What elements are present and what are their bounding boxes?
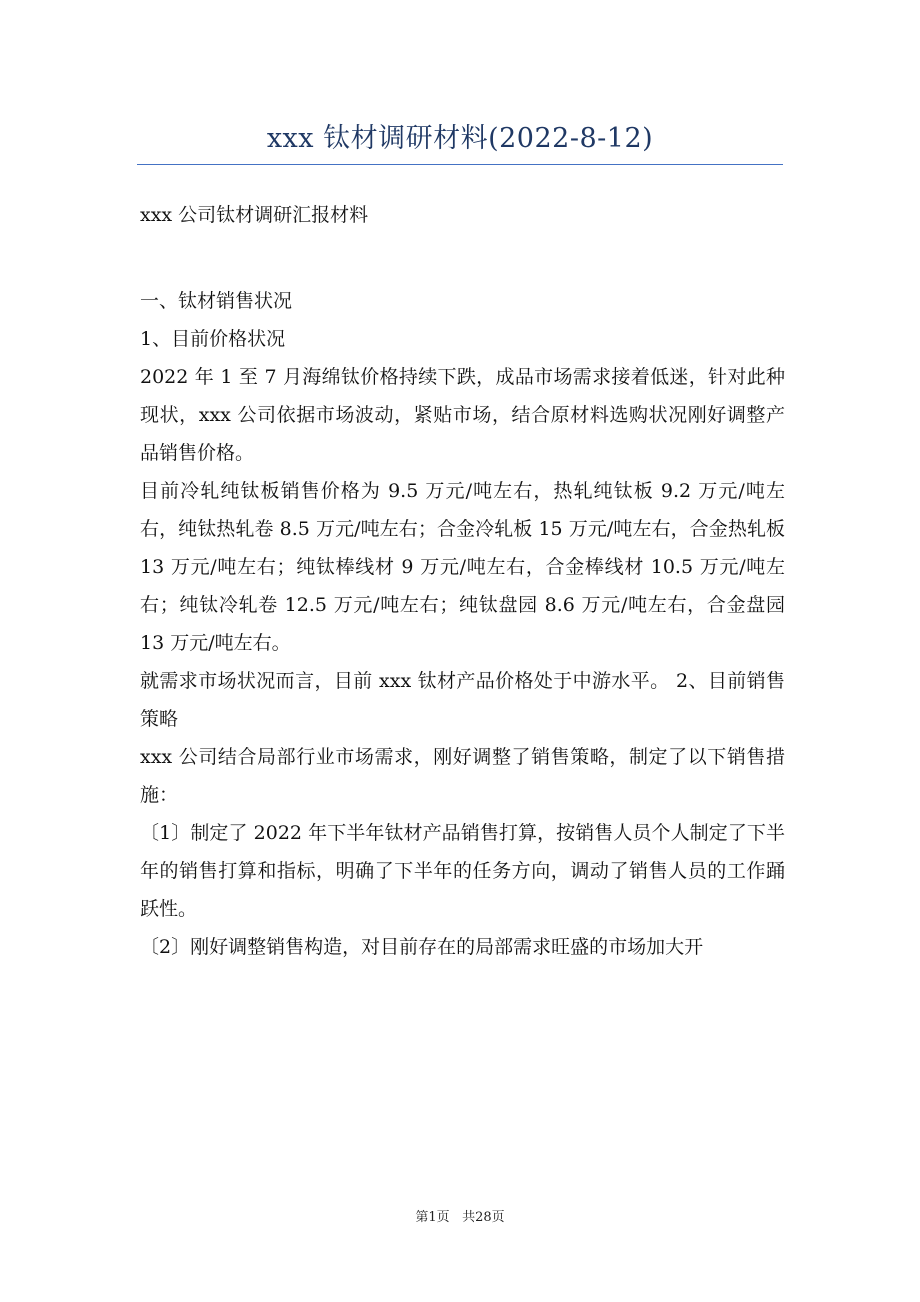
list-item-sales-structure: 〔2〕刚好调整销售构造，对目前存在的局部需求旺盛的市场加大开 <box>140 936 704 958</box>
spacer <box>140 234 785 282</box>
document-title: xxx 钛材调研材料(2022-8-12) <box>266 123 654 154</box>
section-heading: 一、钛材销售状况 <box>140 290 293 312</box>
page-number: 1 <box>428 1210 437 1225</box>
document-subtitle: xxx 公司钛材调研汇报材料 <box>140 204 369 226</box>
page-label-prefix: 第 <box>415 1210 429 1225</box>
paragraph-sales-measures: xxx 公司结合局部行业市场需求，刚好调整了销售策略，制定了以下销售措施： <box>140 746 785 806</box>
title-underline <box>137 164 783 165</box>
page-total: 28 <box>475 1210 492 1225</box>
document-body <box>140 196 785 966</box>
subsection-heading: 1、目前价格状况 <box>140 328 286 350</box>
total-label-prefix: 共 <box>462 1210 476 1225</box>
list-item-sales-plan: 〔1〕制定了 2022 年下半年钛材产品销售打算，按销售人员个人制定了下半年的销售打算和指标，明确了下半年的任务方向，调动了销售人员的工作踊跃性。 <box>140 822 785 920</box>
paragraph-price-trend: 2022 年 1 至 7 月海绵钛价格持续下跌，成品市场需求接着低迷，针对此种现状，xxx 公司依据市场波动，紧贴市场，结合原材料选购状况刚好调整产品销售价格。 <box>140 366 785 464</box>
page-label-mid: 页 <box>436 1210 450 1225</box>
total-label-suffix: 页 <box>491 1210 505 1225</box>
paragraph-price-list: 目前冷轧纯钛板销售价格为 9.5 万元/吨左右，热轧纯钛板 9.2 万元/吨左右，纯钛热轧卷 8.5 万元/吨左右；合金冷轧板 15 万元/吨左右，合金热轧板 13 万元/吨左右；纯钛棒线材 9 万元/吨左右，合金棒线材 10.5 万元/吨左右；纯钛冷轧卷 12.5 万元/吨左右；纯钛盘园 8.6 万元/吨左右，合金盘园 13 万元/吨左右。 <box>140 480 785 654</box>
paragraph-market-level: 就需求市场状况而言，目前 xxx 钛材产品价格处于中游水平。 2、目前销售策略 <box>140 670 785 730</box>
page-footer <box>0 1206 920 1225</box>
